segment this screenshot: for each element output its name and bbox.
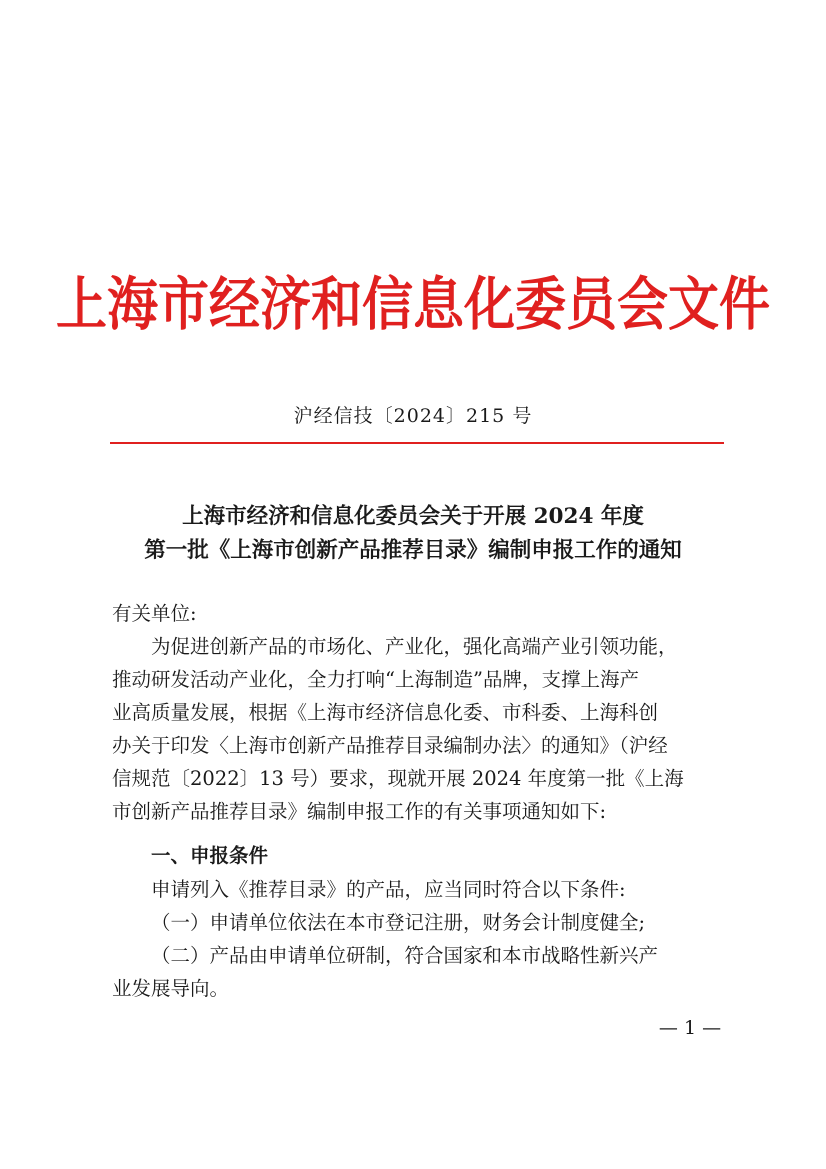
red-divider-line (110, 442, 724, 444)
page-number: — 1 — (658, 1017, 722, 1039)
paragraph-line: 业高质量发展，根据《上海市经济信息化委、市科委、上海科创 (112, 701, 659, 724)
section-intro: 申请列入《推荐目录》的产品，应当同时符合以下条件: (151, 878, 626, 901)
paragraph-line: 推动研发活动产业化，全力打响“上海制造”品牌，支撑上海产 (112, 668, 639, 691)
document-number: 沪经信技〔2024〕215 号 (293, 405, 533, 427)
condition-item-2: （二）产品由申请单位研制，符合国家和本市战略性新兴产 (151, 944, 659, 967)
paragraph-line: 市创新产品推荐目录》编制申报工作的有关事项通知如下: (112, 800, 607, 823)
condition-item-1: （一）申请单位依法在本市登记注册，财务会计制度健全; (151, 911, 646, 934)
paragraph-line: 办关于印发〈上海市创新产品推荐目录编制办法〉的通知》（沪经 (112, 734, 668, 757)
document-title-line-1: 上海市经济和信息化委员会关于开展 2024 年度 (182, 504, 644, 529)
salutation: 有关单位: (112, 602, 197, 625)
document-title-line-2: 第一批《上海市创新产品推荐目录》编制申报工作的通知 (144, 538, 682, 563)
paragraph-line: 为促进创新产品的市场化、产业化，强化高端产业引领功能， (151, 635, 678, 658)
condition-item-2-continued: 业发展导向。 (112, 977, 230, 1000)
issuer-header: 上海市经济和信息化委员会文件 (55, 271, 770, 339)
paragraph-line: 信规范〔2022〕13 号）要求，现就开展 2024 年度第一批《上海 (112, 767, 684, 790)
section-heading: 一、申报条件 (151, 844, 269, 867)
